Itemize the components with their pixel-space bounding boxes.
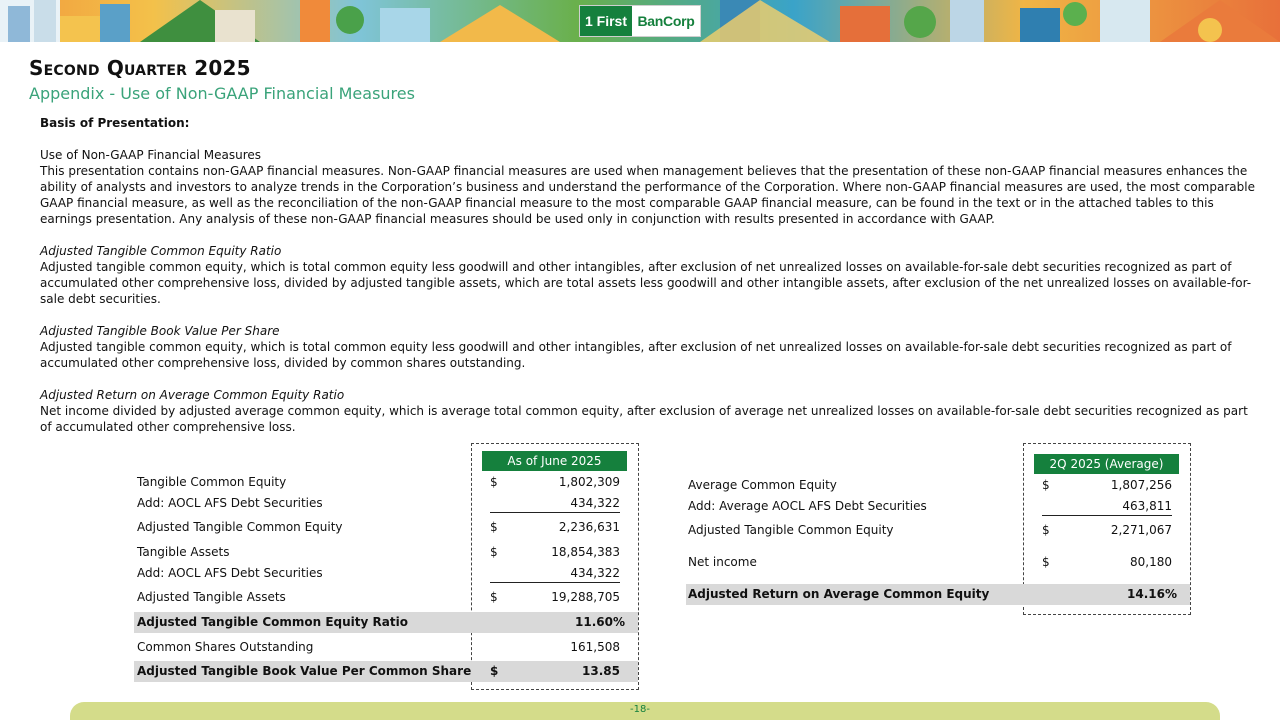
table-row bbox=[0, 520, 1200, 540]
row-value: 434,322 bbox=[570, 566, 620, 580]
row-value: 13.85 bbox=[582, 664, 620, 678]
row-value: 18,854,383 bbox=[551, 545, 620, 559]
table-row bbox=[0, 496, 1200, 516]
row-currency: $ bbox=[490, 590, 498, 604]
row-label: Adjusted Tangible Common Equity Ratio bbox=[137, 615, 408, 629]
row-label: Add: Average AOCL AFS Debt Securities bbox=[688, 499, 927, 513]
row-value: 2,236,631 bbox=[558, 520, 620, 534]
row-currency: $ bbox=[490, 520, 498, 534]
right-table-header: 2Q 2025 (Average) bbox=[1034, 454, 1179, 474]
roe-paragraph: Net income divided by adjusted average common equity, which is average total common equity, after exclusion of average net unrealized losses on available-for-sale debt securities recognized as part of accumulated other comprehensive loss. bbox=[40, 404, 1248, 434]
row-value: 19,288,705 bbox=[551, 590, 620, 604]
row-value: 161,508 bbox=[570, 640, 620, 654]
non-gaap-paragraph: This presentation contains non-GAAP financial measures. Non-GAAP financial measures are used when management believes that the presentation of these non-GAAP financial measures enhances the ability of analysts and investors to analyze trends in the Corporation’s business and understand the performance of the Corporation. Where non-GAAP financial measures are used, the most comparable GAAP financial measure, as well as the reconciliation of the non-GAAP financial measure to the most comparable GAAP financial measure, can be found in the text or in the attached tables to this earnings presentation. Any analysis of these non-GAAP financial measures should be used only in conjunction with results presented in accordance with GAAP. bbox=[40, 164, 1255, 226]
row-value: 1,802,309 bbox=[558, 475, 620, 489]
row-label: Tangible Assets bbox=[137, 545, 230, 559]
row-label: Adjusted Tangible Book Value Per Common Share bbox=[137, 664, 472, 678]
logo-mark: 1 First bbox=[580, 6, 632, 36]
table-row bbox=[0, 552, 1200, 572]
row-label: Add: AOCL AFS Debt Securities bbox=[137, 566, 323, 580]
logo-wordmark: BanCorp bbox=[637, 13, 695, 29]
row-currency: $ bbox=[490, 664, 499, 678]
row-label: Adjusted Tangible Common Equity bbox=[688, 523, 894, 537]
row-currency: $ bbox=[490, 545, 498, 559]
page-number: -18- bbox=[630, 704, 650, 715]
row-value: 2,271,067 bbox=[1110, 523, 1172, 537]
row-label: Adjusted Tangible Common Equity bbox=[137, 520, 343, 534]
page-title: Second Quarter 2025 bbox=[29, 56, 251, 80]
tbv-paragraph: Adjusted tangible common equity, which is total common equity less goodwill and other intangibles, after exclusion of net unrealized losses on available-for-sale debt securities recognized as part of accumulated other comprehensive loss, divided by common shares outstanding. bbox=[40, 340, 1232, 370]
row-value: 14.16% bbox=[1127, 587, 1177, 601]
row-label: Tangible Common Equity bbox=[137, 475, 287, 489]
tce-paragraph: Adjusted tangible common equity, which is total common equity less goodwill and other intangibles, after exclusion of net unrealized losses on available-for-sale debt securities recognized as part of accumulated other comprehensive loss, divided by adjusted tangible assets, which are total assets less goodwill and other intangible assets, after exclusion of the net unrealized losses on available-for-sale debt securities. bbox=[40, 260, 1252, 306]
row-label: Adjusted Return on Average Common Equity bbox=[688, 587, 990, 601]
row-currency: $ bbox=[1042, 523, 1050, 537]
table-row-highlight bbox=[0, 584, 1200, 604]
basis-heading: Basis of Presentation: bbox=[40, 116, 190, 130]
tce-heading: Adjusted Tangible Common Equity Ratio bbox=[40, 244, 282, 258]
row-label: Add: AOCL AFS Debt Securities bbox=[137, 496, 323, 510]
row-label: Common Shares Outstanding bbox=[137, 640, 314, 654]
row-value: 80,180 bbox=[1130, 555, 1172, 569]
non-gaap-heading: Use of Non-GAAP Financial Measures bbox=[40, 148, 262, 162]
roe-heading: Adjusted Return on Average Common Equity Ratio bbox=[40, 388, 345, 402]
tbv-heading: Adjusted Tangible Book Value Per Share bbox=[40, 324, 280, 338]
row-currency: $ bbox=[490, 475, 498, 489]
row-currency: $ bbox=[1042, 478, 1050, 492]
row-value: 463,811 bbox=[1122, 499, 1172, 513]
row-label: Net income bbox=[688, 555, 757, 569]
subtotal-line bbox=[1042, 515, 1172, 516]
row-value: 434,322 bbox=[570, 496, 620, 510]
row-value: 1,807,256 bbox=[1110, 478, 1172, 492]
row-value: 11.60% bbox=[575, 615, 625, 629]
row-label: Average Common Equity bbox=[688, 478, 837, 492]
page-subtitle: Appendix - Use of Non-GAAP Financial Measures bbox=[29, 84, 415, 103]
table-row bbox=[0, 475, 1200, 495]
left-table-header: As of June 2025 bbox=[482, 451, 627, 471]
row-currency: $ bbox=[1042, 555, 1050, 569]
row-label: Adjusted Tangible Assets bbox=[137, 590, 286, 604]
